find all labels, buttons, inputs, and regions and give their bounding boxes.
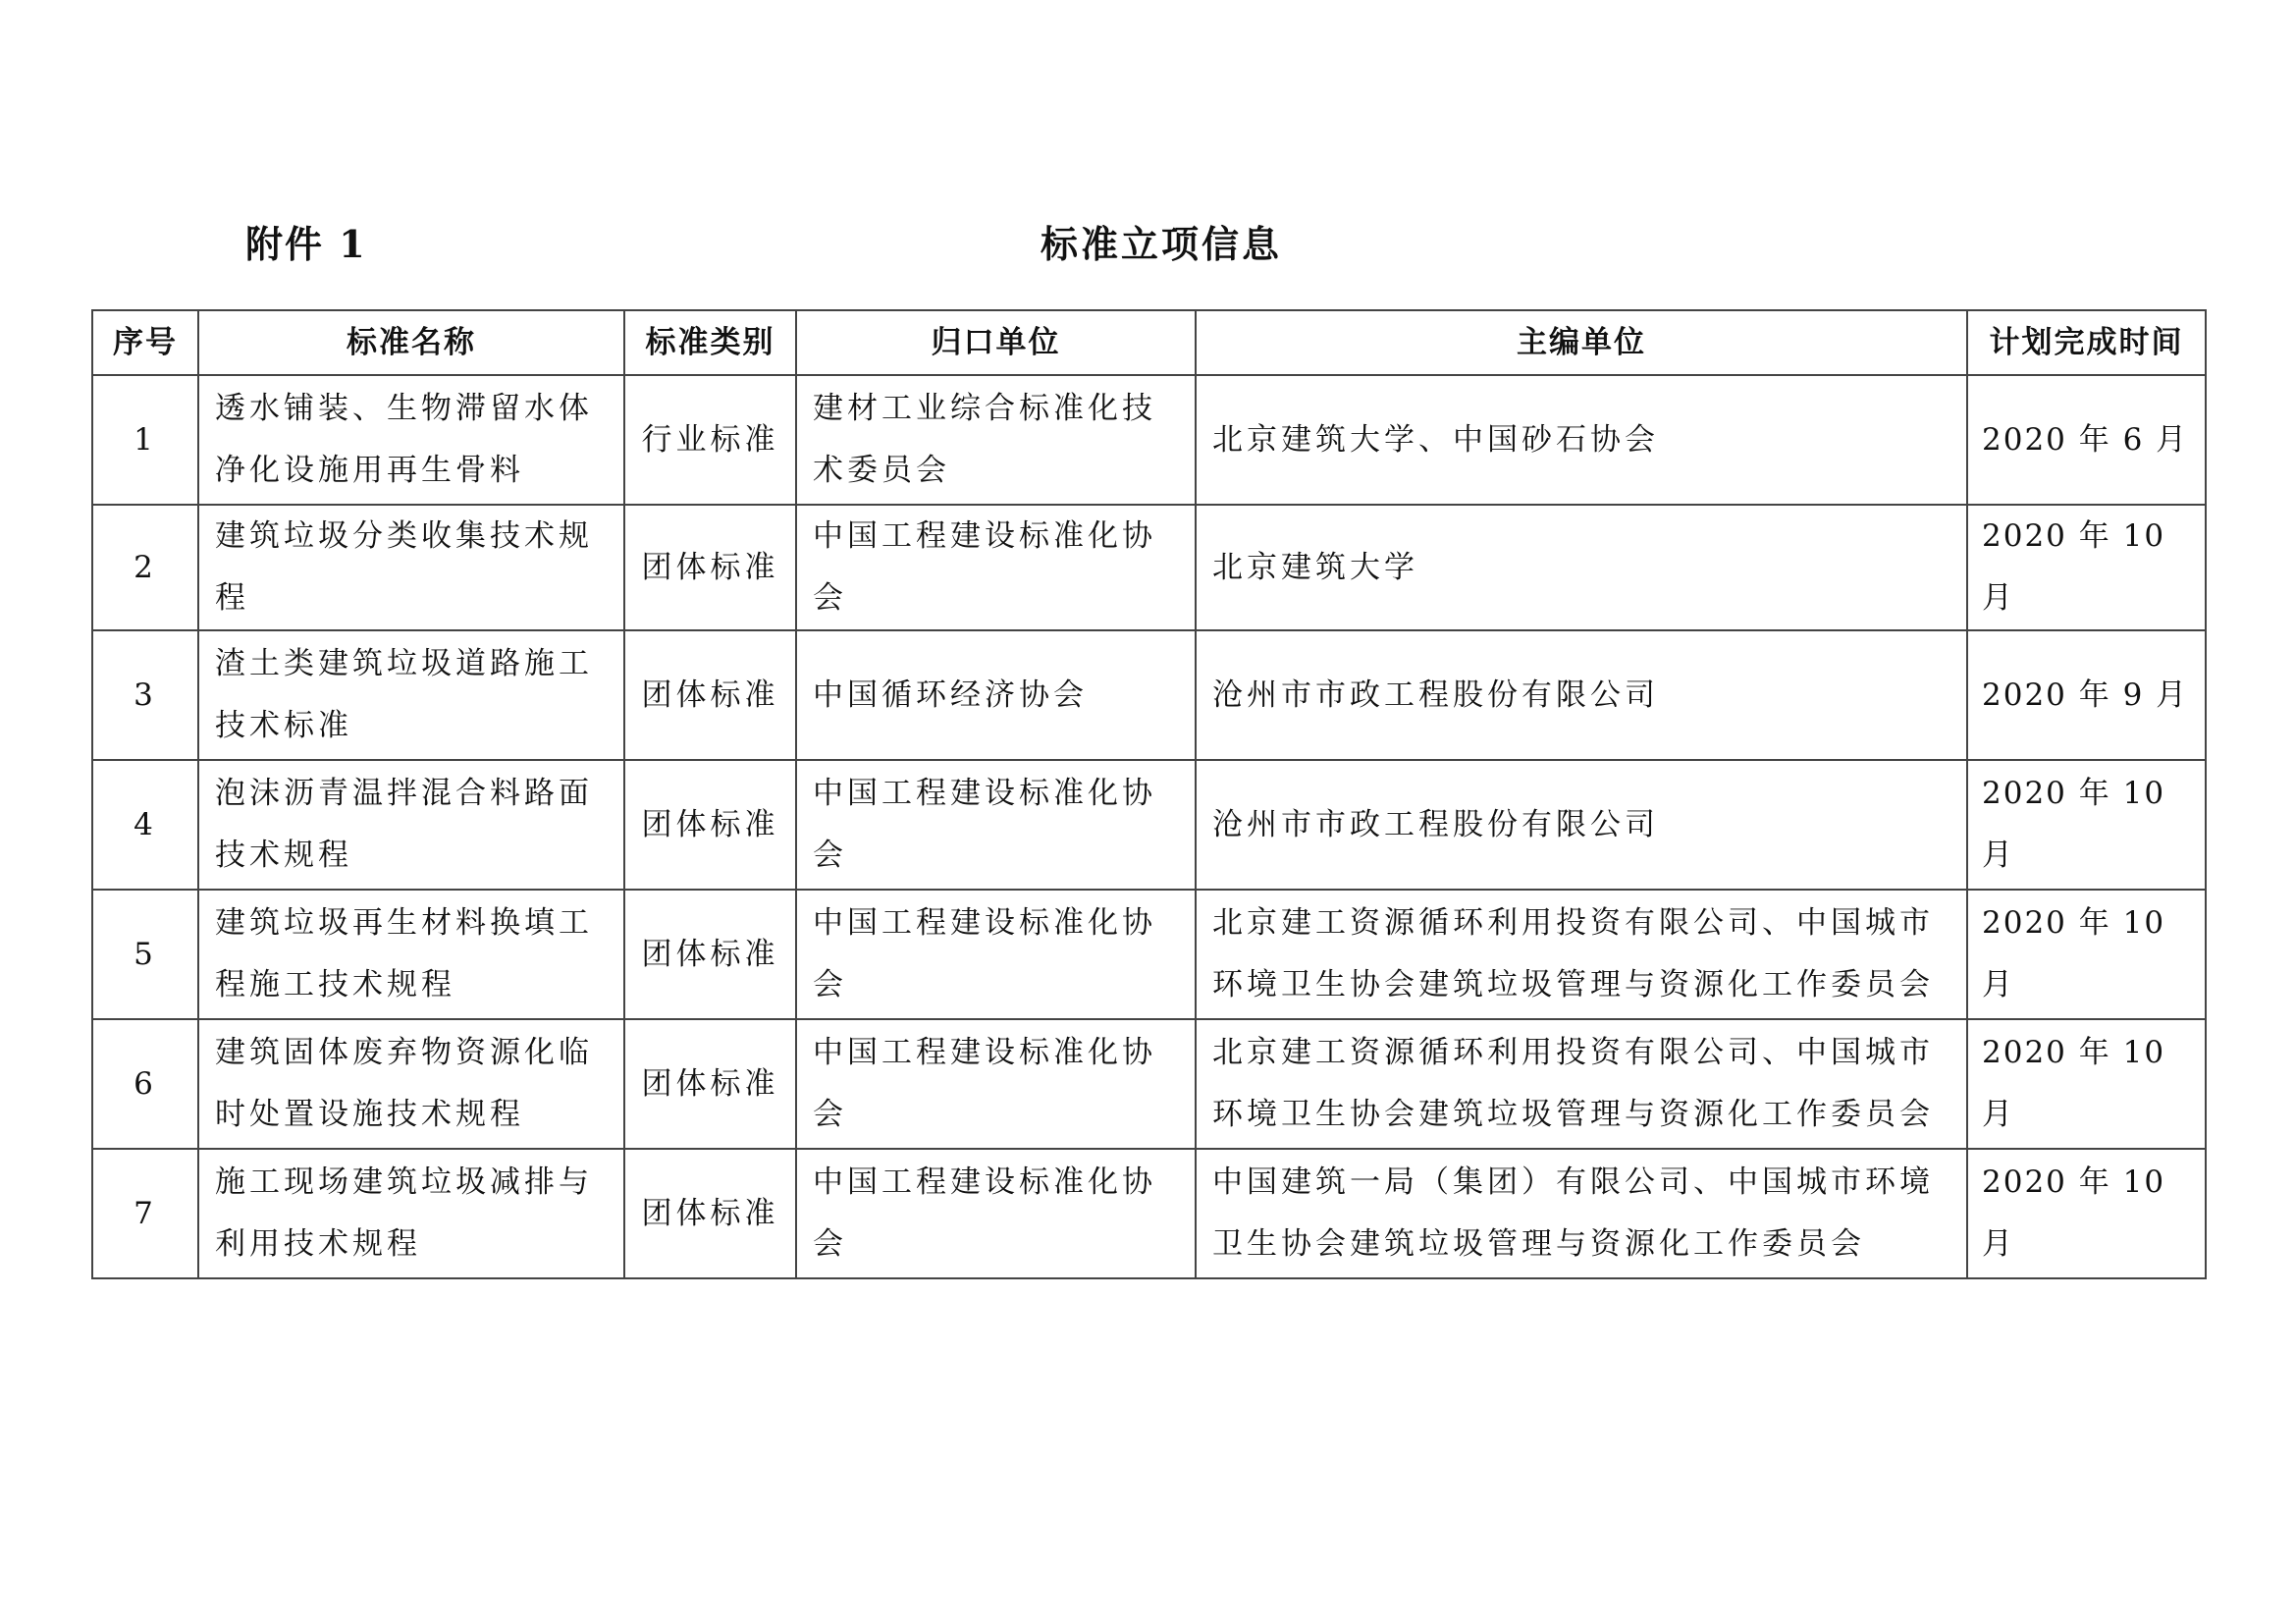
cell-type: 团体标准 (624, 630, 796, 760)
cell-name: 建筑固体废弃物资源化临时处置设施技术规程 (198, 1019, 624, 1149)
cell-editor: 沧州市市政工程股份有限公司 (1196, 630, 1967, 760)
column-header-no: 序号 (92, 310, 198, 375)
cell-name: 透水铺装、生物滞留水体净化设施用再生骨料 (198, 375, 624, 505)
table-row (92, 890, 2206, 1019)
cell-name: 泡沫沥青温拌混合料路面技术规程 (198, 760, 624, 890)
cell-unit: 中国工程建设标准化协会 (796, 890, 1196, 1019)
cell-date: 2020 年 10 月 (1967, 1149, 2206, 1278)
table-row (92, 375, 2206, 505)
cell-no: 6 (92, 1019, 198, 1149)
cell-unit: 中国循环经济协会 (796, 630, 1196, 760)
column-header-editor: 主编单位 (1196, 310, 1967, 375)
column-header-unit: 归口单位 (796, 310, 1196, 375)
cell-unit: 中国工程建设标准化协会 (796, 760, 1196, 890)
cell-editor: 中国建筑一局（集团）有限公司、中国城市环境卫生协会建筑垃圾管理与资源化工作委员会 (1196, 1149, 1967, 1278)
cell-no: 3 (92, 630, 198, 760)
table-header-row (92, 310, 2206, 375)
cell-no: 7 (92, 1149, 198, 1278)
cell-unit: 建材工业综合标准化技术委员会 (796, 375, 1196, 505)
cell-type: 团体标准 (624, 1149, 796, 1278)
cell-type: 团体标准 (624, 505, 796, 630)
cell-unit: 中国工程建设标准化协会 (796, 1149, 1196, 1278)
column-header-type: 标准类别 (624, 310, 796, 375)
table-row (92, 1019, 2206, 1149)
cell-name: 建筑垃圾再生材料换填工程施工技术规程 (198, 890, 624, 1019)
cell-date: 2020 年 10 月 (1967, 505, 2206, 630)
cell-date: 2020 年 9 月 (1967, 630, 2206, 760)
cell-no: 1 (92, 375, 198, 505)
cell-date: 2020 年 10 月 (1967, 760, 2206, 890)
cell-name: 建筑垃圾分类收集技术规程 (198, 505, 624, 630)
cell-name: 渣土类建筑垃圾道路施工技术标准 (198, 630, 624, 760)
cell-date: 2020 年 10 月 (1967, 1019, 2206, 1149)
table-row (92, 630, 2206, 760)
cell-editor: 北京建筑大学 (1196, 505, 1967, 630)
cell-unit: 中国工程建设标准化协会 (796, 1019, 1196, 1149)
cell-type: 团体标准 (624, 890, 796, 1019)
cell-date: 2020 年 10 月 (1967, 890, 2206, 1019)
table-row (92, 1149, 2206, 1278)
cell-editor: 北京建工资源循环利用投资有限公司、中国城市环境卫生协会建筑垃圾管理与资源化工作委员会 (1196, 890, 1967, 1019)
cell-name: 施工现场建筑垃圾减排与利用技术规程 (198, 1149, 624, 1278)
cell-date: 2020 年 6 月 (1967, 375, 2206, 505)
standards-table (91, 309, 2207, 1279)
column-header-name: 标准名称 (198, 310, 624, 375)
column-header-date: 计划完成时间 (1967, 310, 2206, 375)
table-row (92, 760, 2206, 890)
cell-editor: 沧州市市政工程股份有限公司 (1196, 760, 1967, 890)
cell-editor: 北京建工资源循环利用投资有限公司、中国城市环境卫生协会建筑垃圾管理与资源化工作委员会 (1196, 1019, 1967, 1149)
cell-no: 5 (92, 890, 198, 1019)
cell-editor: 北京建筑大学、中国砂石协会 (1196, 375, 1967, 505)
cell-type: 团体标准 (624, 760, 796, 890)
cell-unit: 中国工程建设标准化协会 (796, 505, 1196, 630)
cell-no: 4 (92, 760, 198, 890)
cell-no: 2 (92, 505, 198, 630)
attachment-label: 附件 1 (245, 222, 367, 266)
cell-type: 团体标准 (624, 1019, 796, 1149)
table-row (92, 505, 2206, 630)
cell-type: 行业标准 (624, 375, 796, 505)
page-title: 标准立项信息 (1041, 222, 1283, 266)
